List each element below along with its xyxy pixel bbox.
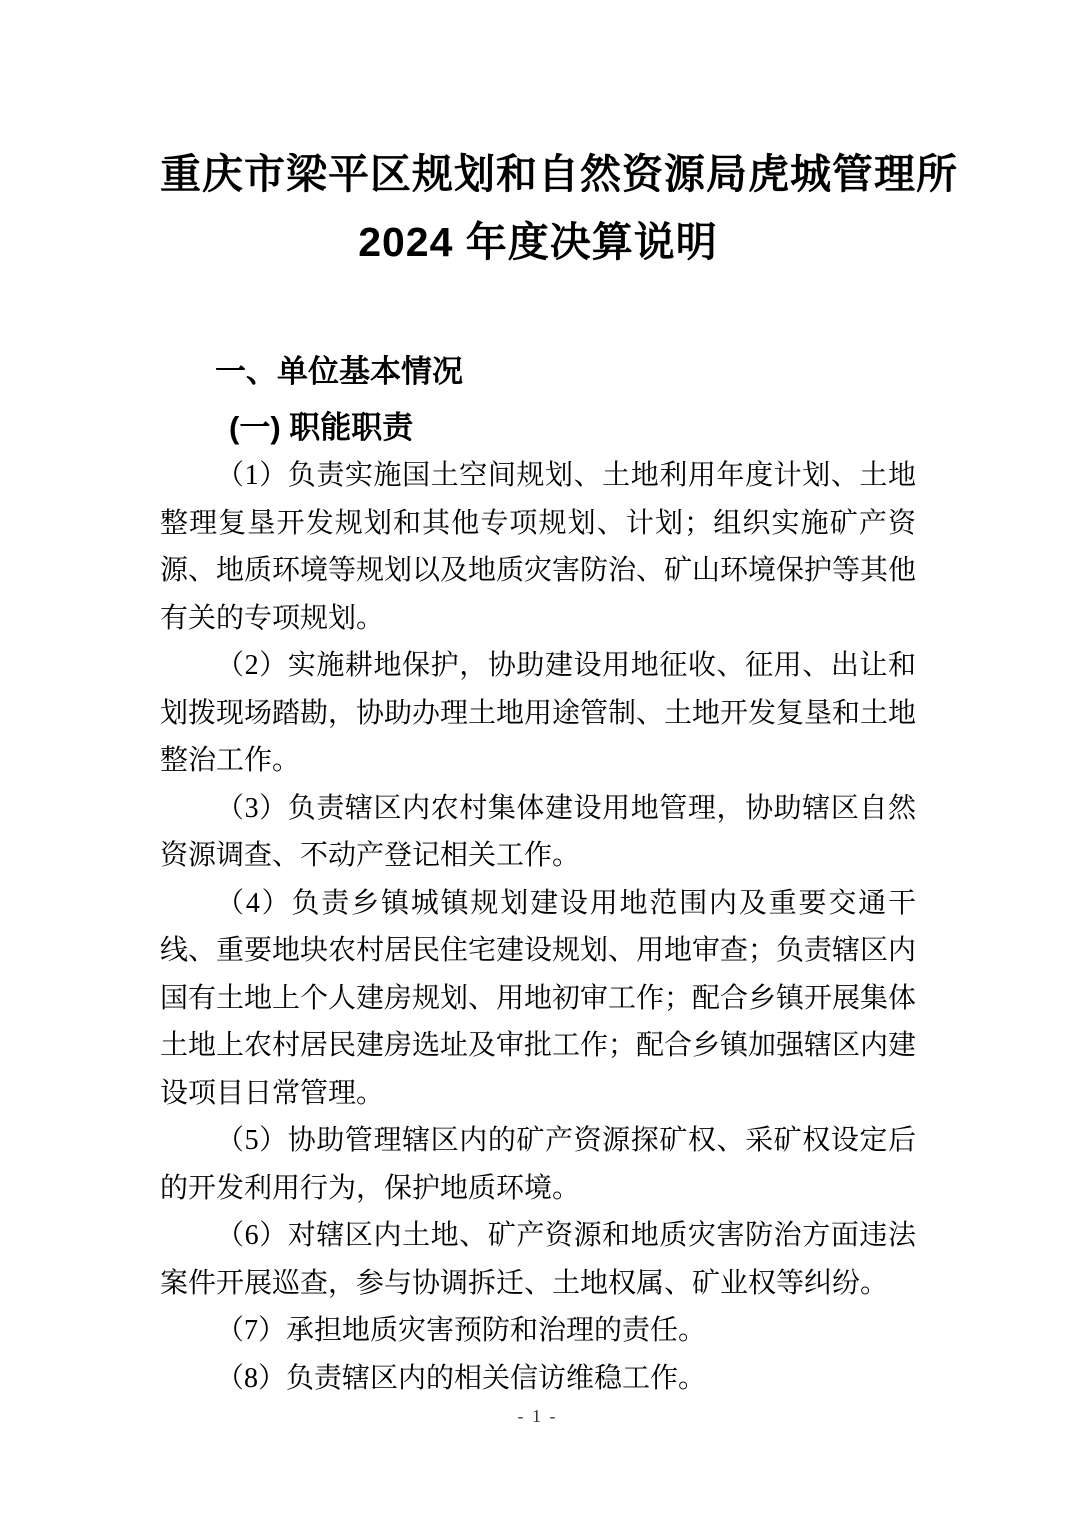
page-number: - 1 - — [517, 1406, 558, 1426]
body-paragraph-2: （2）实施耕地保护，协助建设用地征收、征用、出让和划拨现场踏勘，协助办理土地用途管制、土地开发复垦和土地整治工作。 — [160, 650, 917, 776]
body-paragraph-3: （3）负责辖区内农村集体建设用地管理，协助辖区自然资源调查、不动产登记相关工作。 — [160, 792, 916, 871]
body-paragraph-1: （1）负责实施国土空间规划、土地利用年度计划、土地整理复垦开发规划和其他专项规划、计划；组织实施矿产资源、地质环境等规划以及地质灾害防治、矿山环境保护等其他有关的专项规划。 — [160, 460, 917, 634]
body-text — [160, 452, 916, 1402]
body-paragraph-5: （5）协助管理辖区内的矿产资源探矿权、采矿权设定后的开发利用行为，保护地质环境。 — [160, 1125, 916, 1204]
document-title-line-2: 2024 年度决算说明 — [358, 219, 718, 265]
body-paragraph-8: （8）负责辖区内的相关信访维稳工作。 — [216, 1362, 707, 1394]
body-paragraph-7: （7）承担地质灾害预防和治理的责任。 — [216, 1315, 707, 1346]
document-title-line-1: 重庆市梁平区规划和自然资源局虎城管理所 — [160, 151, 958, 197]
subsection-heading-functions-duties: (一) 职能职责 — [229, 410, 414, 445]
document-title — [160, 140, 958, 276]
body-paragraph-6: （6）对辖区内土地、矿产资源和地质灾害防治方面违法案件开展巡查，参与协调拆迁、土地权属、矿业权等纠纷。 — [160, 1220, 916, 1299]
body-paragraph-4: （4）负责乡镇城镇规划建设用地范围内及重要交通干线、重要地块农村居民住宅建设规划、用地审查；负责辖区内国有土地上个人建房规划、用地初审工作；配合乡镇开展集体土地上农村居民建房选址及审批工作；配合乡镇加强辖区内建设项目日常管理。 — [160, 887, 917, 1109]
section-heading-unit-basic-info: 一、单位基本情况 — [215, 354, 463, 389]
